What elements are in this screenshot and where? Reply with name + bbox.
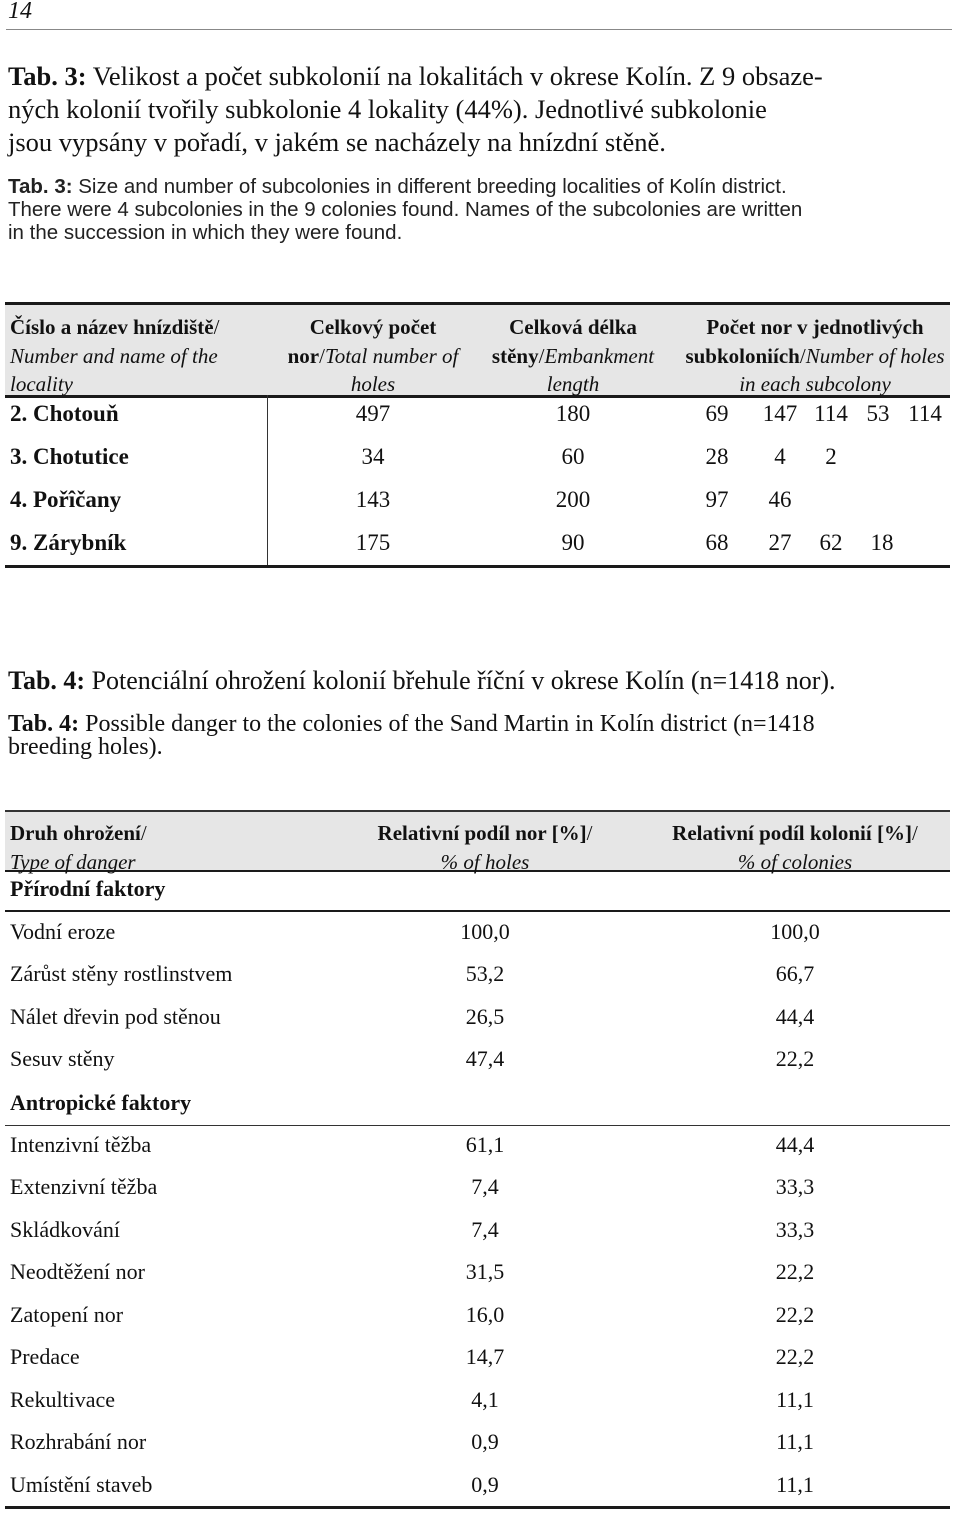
tab4-caption-cz-text: Potenciální ohrožení kolonií břehule říční v okrese Kolín (n=1418 nor). [85,666,836,695]
tab4-danger-name: Vodní eroze [10,919,116,944]
tab3-subcolony: 28 [705,444,729,469]
tab3-subcolony: 4 [774,444,786,469]
tab4-header-colonies-en: % of colonies [737,849,853,874]
tab3-length: 60 [561,444,585,469]
tab4-header-holes-en: % of holes [440,849,530,874]
table-row [5,1302,950,1344]
tab4-holes-value: 0,9 [471,1472,499,1497]
tab3-subcolony: 53 [866,401,890,426]
tab4-section-title: Antropické faktory [10,1090,192,1115]
tab3-caption-cz-line2: ných kolonií tvořily subkolonie 4 lokality (44%). Jednotlivé subkolonie [8,94,767,124]
tab4-colonies-value: 44,4 [775,1004,815,1029]
tab4-header [5,810,950,872]
tab4-holes-value: 4,1 [471,1387,499,1412]
tab3-caption-en-line1: Size and number of subcolonies in different breeding localities of Kolín district. [72,175,787,198]
tab3-subcolony: 147 [762,401,798,426]
table-row [5,1259,950,1301]
tab4-colonies-value: 22,2 [775,1046,815,1071]
tab4-caption-en [8,713,953,759]
tab3-header [5,302,950,398]
tab3-caption-cz-label: Tab. 3: [8,61,87,91]
tab3-caption-cz-line1: Velikost a počet subkolonií na lokalitách v okrese Kolín. Z 9 obsaze- [86,61,823,91]
tab3-length: 90 [561,530,585,555]
tab4-holes-value: 16,0 [465,1302,505,1327]
table-row [5,1344,950,1386]
table-row [5,1132,950,1174]
tab3-holes: 497 [355,401,391,426]
tab3-header-holes-cz: Celkový počet nor [287,315,437,368]
tab4-danger-name: Umístění staveb [10,1472,153,1497]
tab4-danger-name: Skládkování [10,1217,120,1242]
tab4-header-slash: / [140,821,147,845]
tab3-locality: 4. Pořîčany [10,487,122,512]
tab4-holes-value: 47,4 [465,1046,505,1071]
tab4-colonies-value: 11,1 [776,1472,814,1497]
tab3-header-length-en: Embankment length [544,343,655,396]
tab4-caption-cz [8,664,953,697]
tab4-colonies-value: 22,2 [775,1259,815,1284]
tab4-header-slash: / [911,821,918,845]
tab3-subcolony: 114 [908,401,942,426]
tab4-section-rule [5,910,950,912]
tab4-danger-name: Zatopení nor [10,1302,124,1327]
tab4-danger-name: Rekultivace [10,1387,116,1412]
tab3-holes: 34 [361,444,385,469]
tab3-header-slash: / [799,343,806,368]
tab3-header-slash: / [213,315,220,339]
tab4-danger-name: Intenzivní těžba [10,1132,152,1157]
tab3-header-slash: / [319,343,325,368]
tab4-colonies-value: 44,4 [775,1132,815,1157]
tab4-danger-name: Nálet dřevin pod stěnou [10,1004,221,1029]
tab3-caption-cz-line3: jsou vypsány v pořadí, v jakém se nacházely na hnízdní stěně. [8,127,666,157]
tab4-header-slash: / [586,821,593,845]
tab4-danger-name: Sesuv stěny [10,1046,115,1071]
tab4-header-holes-cz: Relativní podíl nor [%] [377,821,587,845]
tab4-holes-value: 14,7 [465,1344,505,1369]
tab3-header-slash: / [538,343,545,368]
tab4-holes-value: 26,5 [465,1004,505,1029]
table-row [5,1046,950,1088]
tab3-subcolony: 46 [768,487,792,512]
tab3-caption-en-line3: in the succession in which they were found. [8,221,403,244]
tab3-subcolony: 69 [705,401,729,426]
tab3-holes: 175 [355,530,391,555]
tab4-holes-value: 0,9 [471,1429,499,1454]
table-row [5,919,950,961]
tab3-length: 200 [555,487,591,512]
tab4-header-type [10,819,330,876]
tab4-caption-cz-label: Tab. 4: [8,666,86,695]
tab4-section-rule [5,1125,950,1126]
tab4-colonies-value: 100,0 [770,919,820,944]
table-row [5,401,950,444]
tab4-holes-value: 61,1 [465,1132,505,1157]
tab4-caption-en-line1: Possible danger to the colonies of the Sand Martin in Kolín district (n=1418 [79,711,815,737]
tab3-locality: 3. Chotutice [10,444,129,469]
tab4-caption-en-label: Tab. 4: [8,711,80,737]
tab3-bottom-rule [5,565,950,568]
tab3-caption-en [8,175,953,244]
tab3-header-subcolonies [675,313,955,399]
tab4-colonies-value: 22,2 [775,1302,815,1327]
tab3-header-locality-en: Number and name of the locality [10,343,218,396]
tab3-subcolony: 2 [825,444,837,469]
tab4-header-colonies [635,819,955,876]
table-row [5,961,950,1003]
tab4-danger-name: Predace [10,1344,80,1369]
tab3-caption-cz [8,60,953,159]
tab3-header-length-cz: Celková délka stěny [491,315,637,368]
tab3-header-length [473,313,673,399]
tab4-danger-name: Extenzivní těžba [10,1174,158,1199]
tab4-colonies-value: 11,1 [776,1429,814,1454]
table-row [5,487,950,530]
tab4-holes-value: 7,4 [471,1217,499,1242]
tab4-holes-value: 31,5 [465,1259,505,1284]
table-row [5,1429,950,1471]
tab4-header-type-en: Type of danger [10,849,136,874]
tab4-bottom-rule [5,1506,950,1509]
tab4-danger-name: Neodtěžení nor [10,1259,145,1284]
tab4-colonies-value: 66,7 [775,961,815,986]
tab4-header-holes [335,819,635,876]
header-rule [6,29,952,30]
tab3-subcolony: 18 [870,530,894,555]
tab4-colonies-value: 22,2 [775,1344,815,1369]
tab4-caption-en-line2: breeding holes). [8,734,163,760]
table-row [5,444,950,487]
tab3-subcolony: 97 [705,487,729,512]
tab4-danger-name: Zárůst stěny rostlinstvem [10,961,233,986]
tab3-header-sub-en: Number of holes in each subcolony [739,343,945,396]
tab4-danger-name: Rozhrabání nor [10,1429,147,1454]
tab3-holes: 143 [355,487,391,512]
tab4-holes-value: 100,0 [460,919,510,944]
tab3-header-holes-en: Total number of holes [324,343,459,396]
tab3-header-locality [10,313,272,399]
table-row [5,1387,950,1429]
tab4-colonies-value: 33,3 [775,1217,815,1242]
tab3-header-sub-cz: Počet nor v jednotlivých subkoloniích [685,315,924,368]
tab3-subcolony: 68 [705,530,729,555]
tab3-subcolony: 27 [768,530,792,555]
tab3-subcolony: 114 [814,401,848,426]
tab3-locality: 2. Chotouň [10,401,119,426]
table-row [5,1174,950,1216]
tab4-holes-value: 7,4 [471,1174,499,1199]
table-row [5,1004,950,1046]
tab4-header-colonies-cz: Relativní podíl kolonií [%] [672,821,912,845]
tab4-section-title: Přírodní faktory [10,876,166,901]
page-number: 14 [8,0,32,24]
tab4-colonies-value: 33,3 [775,1174,815,1199]
tab3-caption-en-label: Tab. 3: [8,175,73,198]
tab3-length: 180 [555,401,591,426]
tab3-caption-en-line2: There were 4 subcolonies in the 9 colonies found. Names of the subcolonies are written [8,198,803,221]
tab4-colonies-value: 11,1 [776,1387,814,1412]
tab3-subcolony: 62 [819,530,843,555]
tab4-holes-value: 53,2 [465,961,505,986]
tab3-header-locality-cz: Číslo a název hnízdiště [10,315,214,339]
tab4-header-type-cz: Druh ohrožení [10,821,141,845]
tab3-header-holes [273,313,473,399]
table-row [5,1217,950,1259]
tab3-locality: 9. Zárybník [10,530,127,555]
